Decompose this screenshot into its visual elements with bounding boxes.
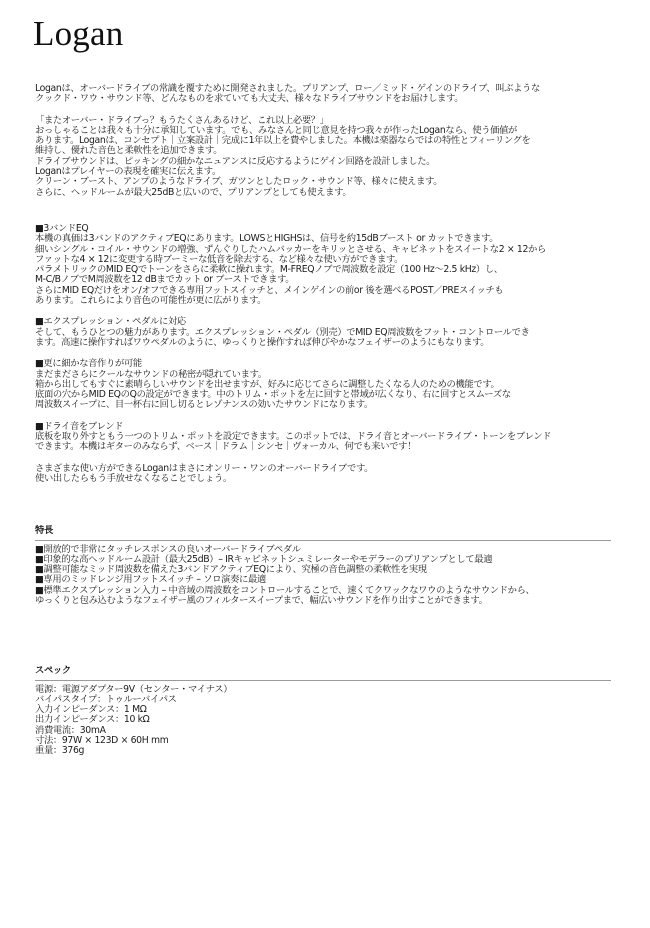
feature-heading-eq: ■3バンドEQ bbox=[35, 222, 89, 234]
feature-body-expression: そして、もうひとつの魅力があります。エクスプレッション・ペダル（別売）でMID EQ周波数をフット・コントロールでき ます。高速に操作すればワウペダルのように、ゆっくりと操作すれば伸びやかなフェイザーのようにもなります。 bbox=[35, 326, 530, 348]
feature-body-fine-tuning: まだまださらにクールなサウンドの秘密が隠れています。 箱から出してもすぐに素晴らしいサウンドを出せますが、好みに応じてさらに調整したくなる人のための機能です。 底面の穴からMID EQのQの設定ができます。中のトリム・ポットを左に回すと帯域が広くなり、右に回すとスムーズな 周波数スイープに、目一杯右に回し切るとレゾナンスの効いたサウンドになります。 bbox=[35, 368, 511, 411]
features-section-heading: 特長 bbox=[35, 526, 611, 540]
spec-section-heading: スペック bbox=[35, 666, 611, 680]
features-list: ■開放的で非常にタッチレスポンスの良いオーバードライブペダル ■印象的な高ヘッドルーム設計（最大25dB）– IRキャビネットシュミレーターやモデラーのプリアンプとして最適 ■調整可能なミッド周波数を備えた3バンドアクティブEQにより、究極の音色調整の柔軟性を実現 ■専用のミッドレンジ用フットスイッチ – ソロ演奏に最適 ■標準エクスプレッション入力 – 中音域の周波数をコントロールすることで、速くてクワックなワウのようなサウンドから、 ゆっくりと包み込むようなフェイザー風のフィルタースイープまで、幅広いサウンドを作り出すことができます。 bbox=[35, 543, 535, 606]
closing-paragraph: さまざまな使い方ができるLoganはまさにオンリー・ワンのオーバードライブです。 使い出したらもう手放せなくなることでしょう。 bbox=[35, 462, 374, 484]
description-content bbox=[35, 84, 615, 757]
feature-body-dry-blend: 底板を取り外すともう一つのトリム・ポットを設定できます。このポットでは、ドライ音とオーバードライブ・トーンをブレンド できます。本機はギターのみならず、ベース｜ドラム｜シンセ｜ヴォーカル、何でも来いです！ bbox=[35, 431, 552, 453]
feature-body-eq: 本機の真価は3バンドのアクティブEQにあります。LOWSとHIGHSは、信号を約15dBブースト or カットできます。 細いシングル・コイル・サウンドの増強、ずんぐりしたハムバッカーをキリッとさせる、キャビネットをスイートな2 × 12から ファットな4 × 12に変更する時ブーミーな低音を除去する、など様々な使い方ができます。 パラメトリックのMID EQでトーンをさらに柔軟に操れます。M-FREQノブで周波数を設定（100 Hz〜2.5 kHz）し、 M-C/BノブでM周波数を12 dBまでカット or ブーストできます。 さらにMID EQだけをオン/オフできる専用フットスイッチと、メインゲインの前or 後を選べるPOST／PREスイッチも あります。これらにより音色の可能性が更に広がります。 bbox=[35, 233, 546, 307]
intro-paragraph: Loganは、オーバードライブの常識を覆すために開発されました。プリアンプ、ロー／ミッド・ゲインのドライブ、叫ぶような クックド・ワウ・サウンド等、どんなものを求ていても大丈夫、様々なドライブサウンドをお届けします。 bbox=[35, 83, 540, 105]
feature-heading-expression: ■エクスプレッション・ペダルに対応 bbox=[35, 316, 186, 328]
intro-paragraph-2: 「またオーバー・ドライブっ？もうたくさんあるけど、これ以上必要？」 おっしゃることは我々も十分に承知しています。でも、みなさんと同じ意見を持つ我々が作ったLoganなら、使う価値が あります。Loganは、コンセプト｜立案設計｜完成に1年以上を費やしました。本機は楽器ならではの特性とフィーリングを 維持し、優れた音色と柔軟性を追加できます。 ドライブサウンドは、ピッキングの細かなニュアンスに反応するようにゲイン回路を設計しました。 Loganはプレイヤーの表現を確実に伝えます。 クリーン・ブースト、アンプのようなドライブ、ガツンとしたロック・サウンド等、様々に使えます。 さらに、ヘッドルームが最大25dBと広いので、プリアンプとしても使えます。 bbox=[35, 114, 531, 198]
feature-heading-fine-tuning: ■更に細かな音作りが可能 bbox=[35, 358, 142, 370]
spec-list: 電源：電源アダプター9V（センター・マイナス） バイパスタイプ：トゥルーバイパス 入力インピーダンス：1 MΩ 出力インピーダンス：10 kΩ 消費電流：30mA 寸法：97W × 123D × 60H mm 重量：376g bbox=[35, 683, 233, 757]
product-title: Logan bbox=[33, 14, 124, 53]
feature-heading-dry-blend: ■ドライ音をブレンド bbox=[35, 420, 124, 432]
